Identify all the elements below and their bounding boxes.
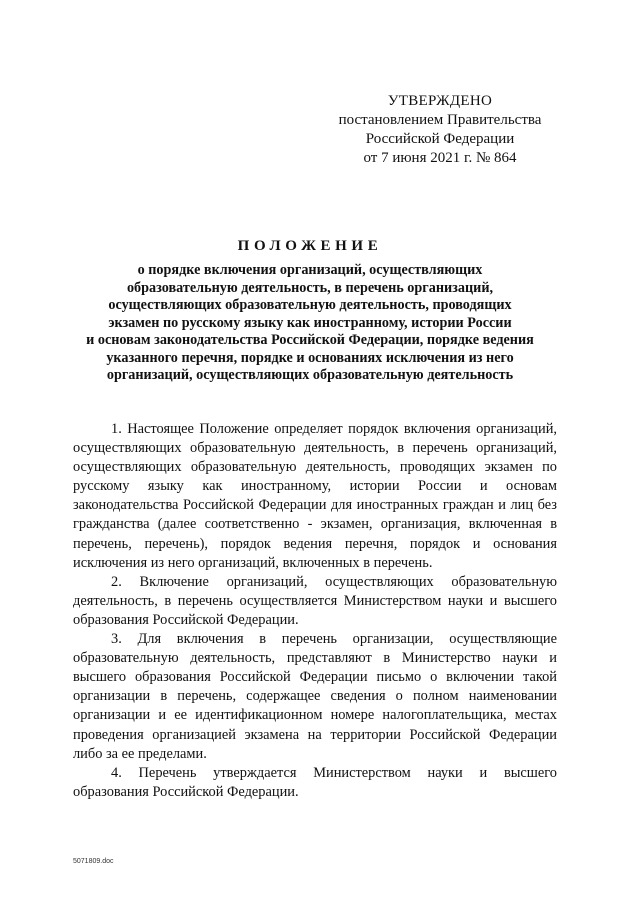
subtitle-line: организаций, осуществляющих образовательную деятельность [106, 367, 514, 383]
subtitle-line: указанного перечня, порядке и основаниях исключения из него [106, 349, 514, 366]
document-title: ПОЛОЖЕНИЕ [237, 238, 383, 254]
paragraph-1: 1. Настоящее Положение определяет порядок включения организаций, осуществляющих образовательную деятельность, в перечень организаций, осуществляющих образовательную деятельность, проводящих экзамен по русскому языку как иностранному, истории России и основам законодательства Российской Федерации для иностранных граждан и лиц без гражданства (далее соответственно - экзамен, организация, включенная в перечень, перечень), порядок ведения перечня, порядок и основания исключения из него организаций, включенных в перечень. [73, 421, 557, 571]
document-subtitle [70, 262, 550, 385]
approval-line-2: Российской Федерации [365, 131, 515, 147]
approval-line-1: постановлением Правительства [338, 112, 542, 128]
paragraph-2: 2. Включение организаций, осуществляющих образовательную деятельность, в перечень осуществляется Министерством науки и высшего образования Российской Федерации. [73, 573, 557, 628]
document-body [73, 420, 557, 802]
subtitle-line: и основам законодательства Российской Федерации, порядке ведения [86, 332, 534, 348]
approval-stamp [330, 92, 550, 168]
subtitle-line: о порядке включения организаций, осуществляющих [137, 262, 483, 278]
subtitle-line: экзамен по русскому языку как иностранному, истории России [108, 314, 512, 331]
subtitle-line: образовательную деятельность, в перечень организаций, [126, 279, 494, 296]
subtitle-line: осуществляющих образовательную деятельность, проводящих [108, 297, 512, 313]
paragraph-3: 3. Для включения в перечень организации, осуществляющие образовательную деятельность, представляют в Министерство науки и высшего образования Российской Федерации письмо о включении такой организации в перечень, содержащее сведения о полном наименовании организации и ее идентификационном номере налогоплательщика, местах проведения организацией экзамена на территории Российской Федерации либо за ее пределами. [73, 631, 557, 762]
approval-date-number: от 7 июня 2021 г. № 864 [363, 150, 517, 166]
paragraph-4: 4. Перечень утверждается Министерством науки и высшего образования Российской Федерации. [73, 764, 557, 800]
approved-heading: УТВЕРЖДЕНО [387, 93, 493, 109]
file-name-footer: 5071809.doc [73, 858, 114, 865]
